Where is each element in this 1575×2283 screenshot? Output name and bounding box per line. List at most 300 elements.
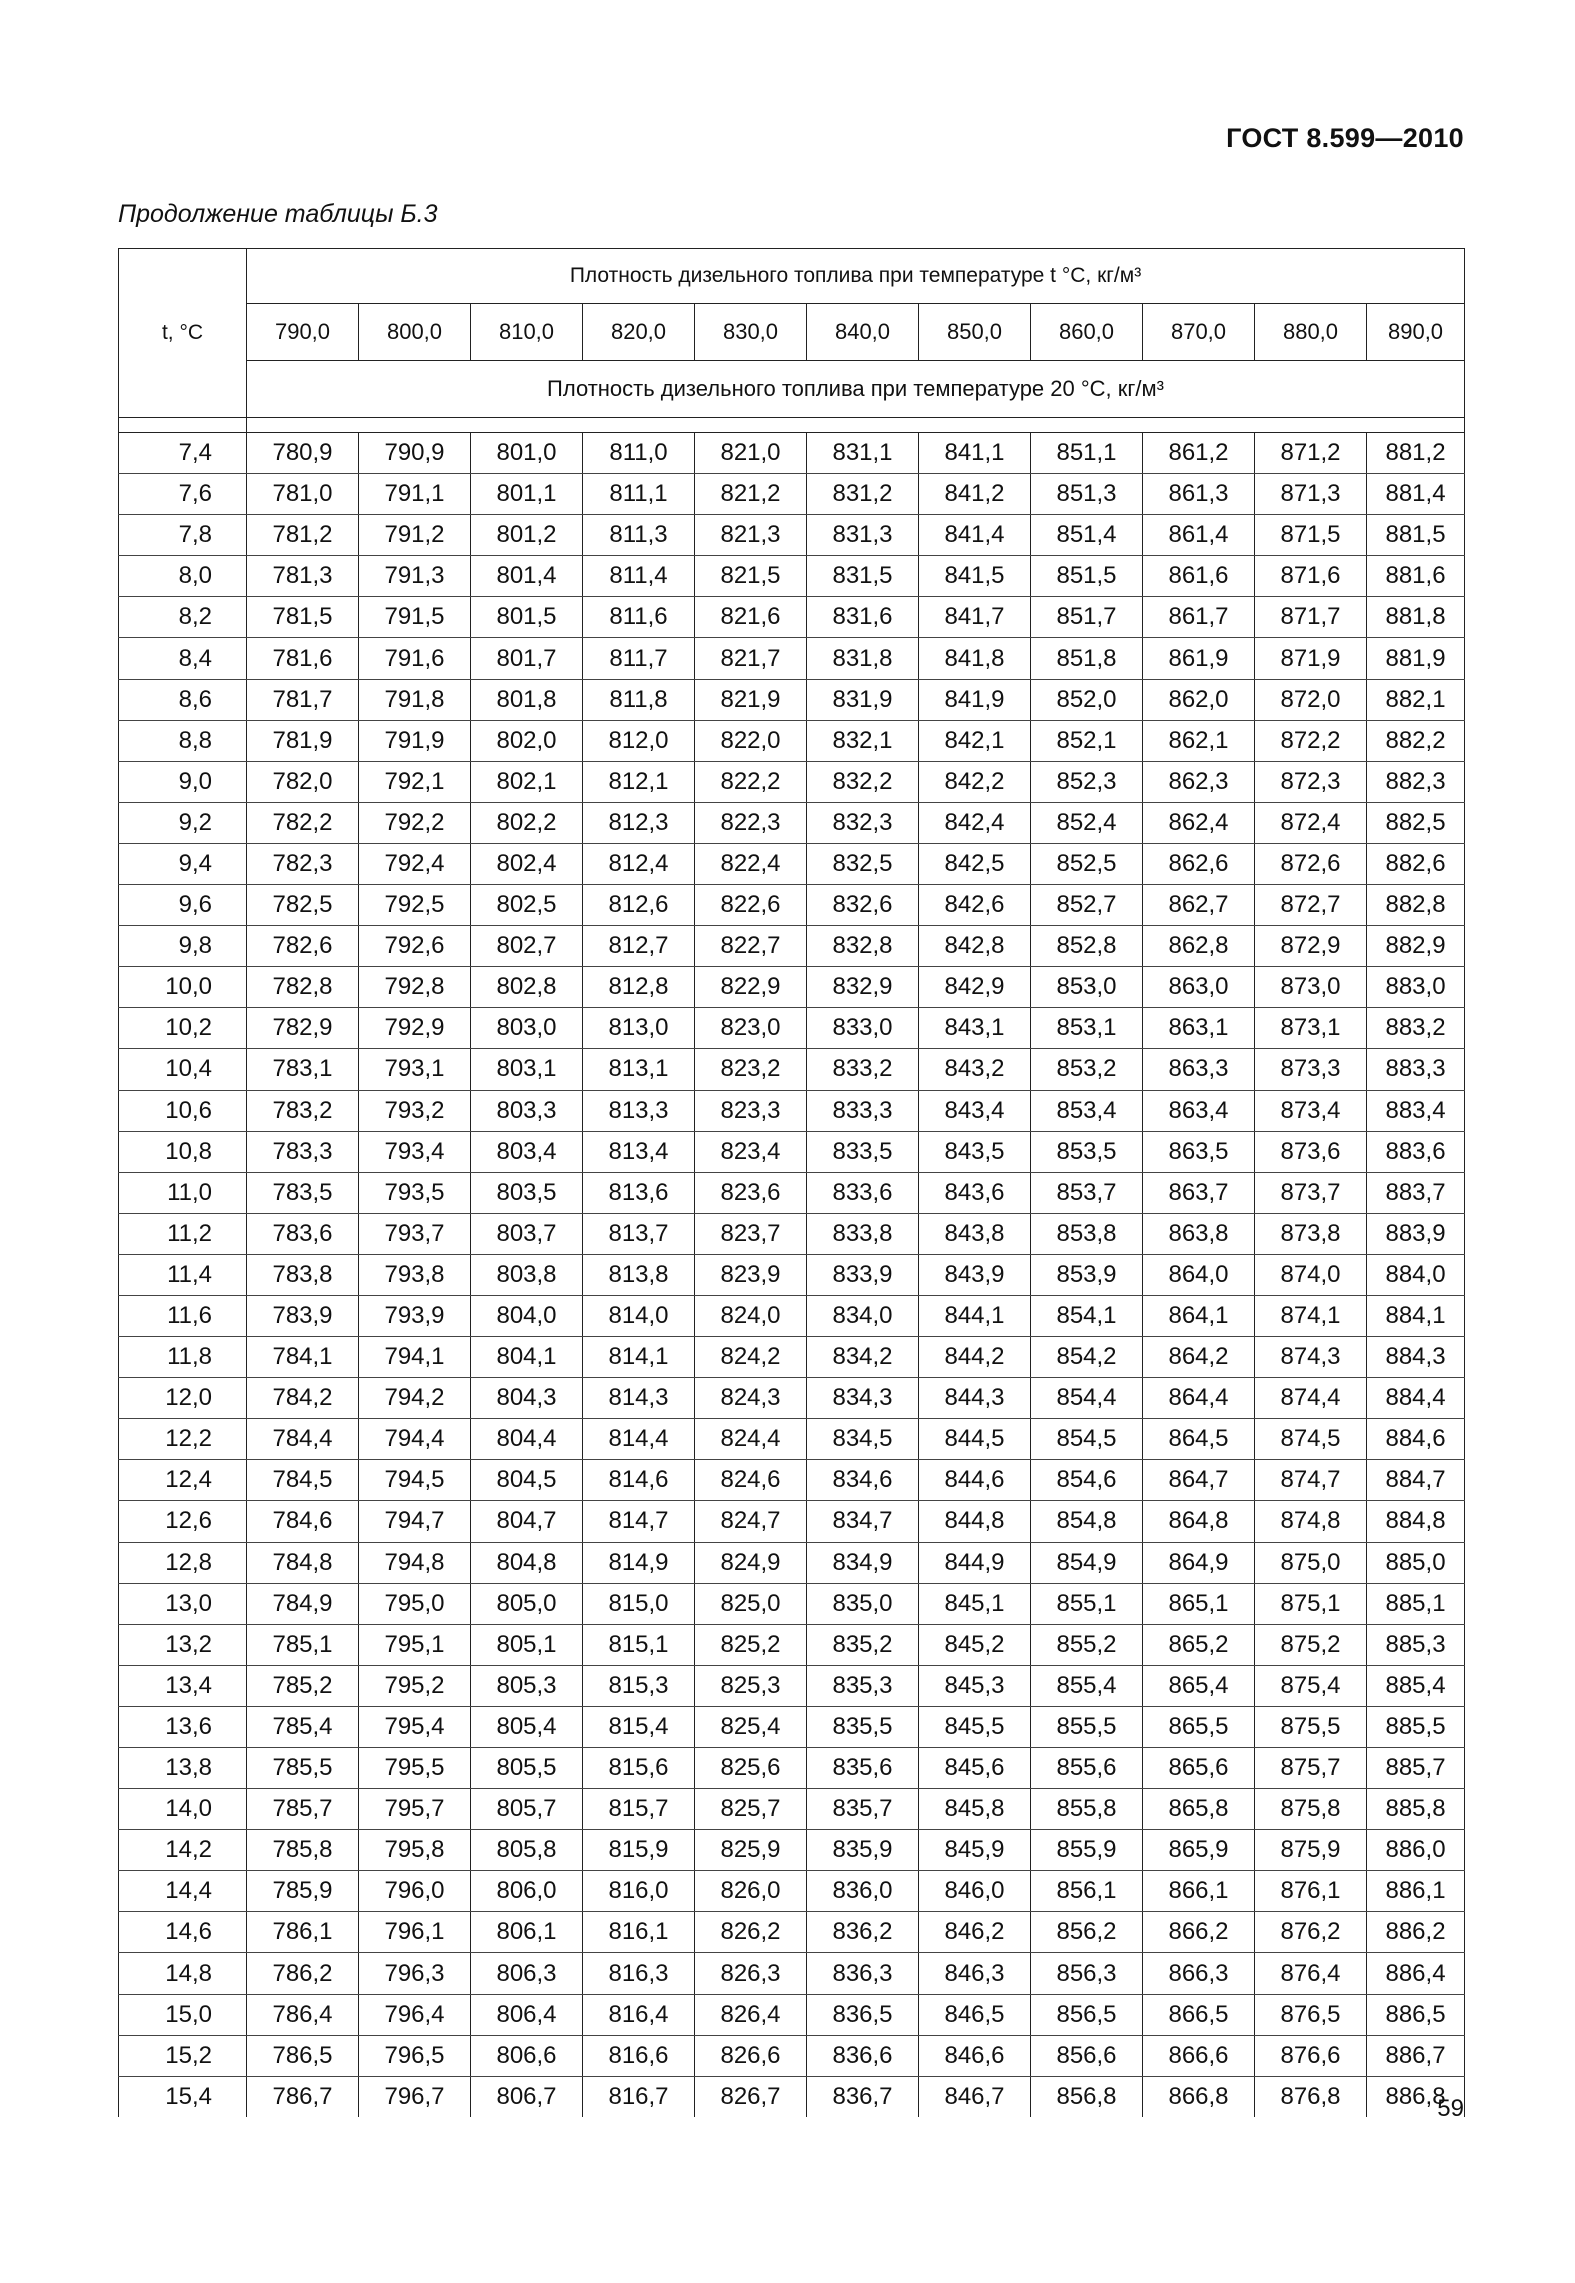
- density-header-cell: 800,0: [359, 304, 471, 361]
- table-row: [119, 2076, 1465, 2117]
- temperature-cell: 9,2: [119, 802, 247, 843]
- density-value-cell: 854,2: [1031, 1337, 1143, 1378]
- density-value-cell: 853,5: [1031, 1131, 1143, 1172]
- density-value-cell: 786,4: [247, 1994, 359, 2035]
- density-value-cell: 886,4: [1367, 1953, 1465, 1994]
- density-value-cell: 793,1: [359, 1049, 471, 1090]
- temperature-column-header: t, °C: [119, 249, 247, 418]
- density-header-cell: 820,0: [583, 304, 695, 361]
- table-row: [119, 720, 1465, 761]
- density-value-cell: 843,9: [919, 1254, 1031, 1295]
- density-value-cell: 791,5: [359, 597, 471, 638]
- density-value-cell: 866,8: [1143, 2076, 1255, 2117]
- density-value-cell: 823,3: [695, 1090, 807, 1131]
- density-value-cell: 801,7: [471, 638, 583, 679]
- density-value-cell: 842,4: [919, 802, 1031, 843]
- density-value-cell: 844,6: [919, 1460, 1031, 1501]
- density-value-cell: 786,5: [247, 2035, 359, 2076]
- density-value-cell: 826,7: [695, 2076, 807, 2117]
- density-value-cell: 826,4: [695, 1994, 807, 2035]
- density-value-cell: 871,3: [1255, 474, 1367, 515]
- density-value-cell: 831,8: [807, 638, 919, 679]
- density-value-cell: 876,5: [1255, 1994, 1367, 2035]
- table-row: [119, 761, 1465, 802]
- density-value-cell: 784,4: [247, 1419, 359, 1460]
- density-value-cell: 863,3: [1143, 1049, 1255, 1090]
- density-value-cell: 875,4: [1255, 1665, 1367, 1706]
- density-value-cell: 814,4: [583, 1419, 695, 1460]
- density-value-cell: 790,9: [359, 433, 471, 474]
- density-value-cell: 855,2: [1031, 1624, 1143, 1665]
- density-value-cell: 802,1: [471, 761, 583, 802]
- density-value-cell: 821,7: [695, 638, 807, 679]
- density-value-cell: 841,2: [919, 474, 1031, 515]
- density-value-cell: 805,4: [471, 1706, 583, 1747]
- density-value-cell: 811,3: [583, 515, 695, 556]
- density-value-cell: 836,6: [807, 2035, 919, 2076]
- table-row: [119, 1583, 1465, 1624]
- density-value-cell: 831,1: [807, 433, 919, 474]
- density-value-cell: 814,9: [583, 1542, 695, 1583]
- density-value-cell: 844,9: [919, 1542, 1031, 1583]
- density-value-cell: 856,6: [1031, 2035, 1143, 2076]
- density-value-cell: 831,5: [807, 556, 919, 597]
- density-value-cell: 811,7: [583, 638, 695, 679]
- density-value-cell: 853,9: [1031, 1254, 1143, 1295]
- density-value-cell: 875,7: [1255, 1748, 1367, 1789]
- density-value-cell: 884,1: [1367, 1295, 1465, 1336]
- density-value-cell: 863,7: [1143, 1172, 1255, 1213]
- density-value-cell: 843,5: [919, 1131, 1031, 1172]
- density-value-cell: 824,7: [695, 1501, 807, 1542]
- density-value-cell: 862,4: [1143, 802, 1255, 843]
- density-header-cell: 850,0: [919, 304, 1031, 361]
- density-value-cell: 874,1: [1255, 1295, 1367, 1336]
- density-value-cell: 794,4: [359, 1419, 471, 1460]
- density-value-cell: 862,3: [1143, 761, 1255, 802]
- density-value-cell: 873,1: [1255, 1008, 1367, 1049]
- density-value-cell: 786,1: [247, 1912, 359, 1953]
- density-value-cell: 791,2: [359, 515, 471, 556]
- density-value-cell: 835,5: [807, 1706, 919, 1747]
- density-value-cell: 812,7: [583, 926, 695, 967]
- density-value-cell: 834,7: [807, 1501, 919, 1542]
- table-row: [119, 885, 1465, 926]
- density-value-cell: 885,1: [1367, 1583, 1465, 1624]
- density-value-cell: 791,8: [359, 679, 471, 720]
- density-value-cell: 786,2: [247, 1953, 359, 1994]
- density-value-cell: 842,5: [919, 843, 1031, 884]
- density-value-cell: 884,4: [1367, 1378, 1465, 1419]
- density-value-cell: 834,5: [807, 1419, 919, 1460]
- density-value-cell: 815,0: [583, 1583, 695, 1624]
- density-value-cell: 851,1: [1031, 433, 1143, 474]
- density-value-cell: 816,7: [583, 2076, 695, 2117]
- density-value-cell: 851,4: [1031, 515, 1143, 556]
- density-value-cell: 780,9: [247, 433, 359, 474]
- temperature-cell: 14,8: [119, 1953, 247, 1994]
- density-value-cell: 882,1: [1367, 679, 1465, 720]
- density-value-cell: 825,6: [695, 1748, 807, 1789]
- density-value-cell: 785,9: [247, 1871, 359, 1912]
- density-value-cell: 851,5: [1031, 556, 1143, 597]
- density-value-cell: 872,0: [1255, 679, 1367, 720]
- density-value-cell: 885,0: [1367, 1542, 1465, 1583]
- density-value-cell: 854,4: [1031, 1378, 1143, 1419]
- density-value-cell: 886,7: [1367, 2035, 1465, 2076]
- density-value-cell: 836,3: [807, 1953, 919, 1994]
- density-value-cell: 853,7: [1031, 1172, 1143, 1213]
- density-value-cell: 812,0: [583, 720, 695, 761]
- header-density-at-t: Плотность дизельного топлива при температуре t °C, кг/м³: [247, 249, 1465, 304]
- density-value-cell: 844,3: [919, 1378, 1031, 1419]
- density-value-cell: 845,6: [919, 1748, 1031, 1789]
- density-value-cell: 881,4: [1367, 474, 1465, 515]
- density-value-cell: 815,7: [583, 1789, 695, 1830]
- density-value-cell: 855,5: [1031, 1706, 1143, 1747]
- page-number: 59: [1437, 2095, 1464, 2122]
- density-value-cell: 876,2: [1255, 1912, 1367, 1953]
- temperature-cell: 14,2: [119, 1830, 247, 1871]
- density-value-cell: 882,6: [1367, 843, 1465, 884]
- density-value-cell: 824,6: [695, 1460, 807, 1501]
- density-value-cell: 874,4: [1255, 1378, 1367, 1419]
- temperature-cell: 14,4: [119, 1871, 247, 1912]
- density-value-cell: 796,3: [359, 1953, 471, 1994]
- density-value-cell: 796,7: [359, 2076, 471, 2117]
- density-value-cell: 795,0: [359, 1583, 471, 1624]
- density-value-cell: 882,2: [1367, 720, 1465, 761]
- density-value-cell: 823,9: [695, 1254, 807, 1295]
- density-value-cell: 886,2: [1367, 1912, 1465, 1953]
- density-value-cell: 795,5: [359, 1748, 471, 1789]
- density-value-cell: 831,6: [807, 597, 919, 638]
- table-row: [119, 1419, 1465, 1460]
- density-value-cell: 866,5: [1143, 1994, 1255, 2035]
- density-value-cell: 782,2: [247, 802, 359, 843]
- density-value-cell: 812,4: [583, 843, 695, 884]
- density-value-cell: 854,6: [1031, 1460, 1143, 1501]
- density-value-cell: 832,2: [807, 761, 919, 802]
- table-row: [119, 556, 1465, 597]
- density-header-cell: 840,0: [807, 304, 919, 361]
- temperature-cell: 13,2: [119, 1624, 247, 1665]
- density-value-cell: 875,2: [1255, 1624, 1367, 1665]
- density-value-cell: 863,1: [1143, 1008, 1255, 1049]
- temperature-cell: 10,0: [119, 967, 247, 1008]
- density-value-cell: 814,6: [583, 1460, 695, 1501]
- density-value-cell: 866,3: [1143, 1953, 1255, 1994]
- density-value-cell: 851,7: [1031, 597, 1143, 638]
- density-value-cell: 785,8: [247, 1830, 359, 1871]
- density-value-cell: 871,7: [1255, 597, 1367, 638]
- temperature-cell: 12,4: [119, 1460, 247, 1501]
- density-header-cell: 890,0: [1367, 304, 1465, 361]
- density-value-cell: 865,6: [1143, 1748, 1255, 1789]
- density-value-cell: 805,1: [471, 1624, 583, 1665]
- density-value-cell: 831,9: [807, 679, 919, 720]
- density-value-cell: 803,3: [471, 1090, 583, 1131]
- density-value-cell: 783,3: [247, 1131, 359, 1172]
- density-value-cell: 851,8: [1031, 638, 1143, 679]
- density-value-cell: 826,2: [695, 1912, 807, 1953]
- density-value-cell: 784,2: [247, 1378, 359, 1419]
- header-density-at-20: Плотность дизельного топлива при температуре 20 °C, кг/м³: [247, 361, 1465, 418]
- density-value-cell: 825,7: [695, 1789, 807, 1830]
- density-value-cell: 864,5: [1143, 1419, 1255, 1460]
- density-value-cell: 852,8: [1031, 926, 1143, 967]
- density-value-cell: 791,6: [359, 638, 471, 679]
- density-value-cell: 782,3: [247, 843, 359, 884]
- density-value-cell: 843,2: [919, 1049, 1031, 1090]
- density-value-cell: 784,9: [247, 1583, 359, 1624]
- density-value-cell: 794,7: [359, 1501, 471, 1542]
- density-value-cell: 793,4: [359, 1131, 471, 1172]
- table-continuation-caption: Продолжение таблицы Б.3: [118, 200, 438, 228]
- density-value-cell: 802,0: [471, 720, 583, 761]
- density-value-cell: 853,1: [1031, 1008, 1143, 1049]
- temperature-cell: 8,8: [119, 720, 247, 761]
- density-table: [118, 248, 1465, 2117]
- temperature-cell: 7,4: [119, 433, 247, 474]
- density-value-cell: 876,8: [1255, 2076, 1367, 2117]
- density-value-cell: 863,0: [1143, 967, 1255, 1008]
- table-row: [119, 1624, 1465, 1665]
- density-value-cell: 833,9: [807, 1254, 919, 1295]
- density-value-cell: 863,5: [1143, 1131, 1255, 1172]
- density-value-cell: 883,4: [1367, 1090, 1465, 1131]
- density-value-cell: 821,0: [695, 433, 807, 474]
- density-value-cell: 834,9: [807, 1542, 919, 1583]
- density-value-cell: 864,4: [1143, 1378, 1255, 1419]
- density-value-cell: 781,9: [247, 720, 359, 761]
- density-value-cell: 864,0: [1143, 1254, 1255, 1295]
- density-value-cell: 852,7: [1031, 885, 1143, 926]
- density-value-cell: 882,9: [1367, 926, 1465, 967]
- density-value-cell: 804,1: [471, 1337, 583, 1378]
- density-value-cell: 835,6: [807, 1748, 919, 1789]
- density-value-cell: 843,1: [919, 1008, 1031, 1049]
- density-value-cell: 872,9: [1255, 926, 1367, 967]
- temperature-cell: 8,2: [119, 597, 247, 638]
- density-value-cell: 782,6: [247, 926, 359, 967]
- density-value-cell: 845,2: [919, 1624, 1031, 1665]
- density-value-cell: 835,0: [807, 1583, 919, 1624]
- density-value-cell: 832,8: [807, 926, 919, 967]
- density-value-cell: 886,8: [1367, 2076, 1465, 2117]
- density-value-cell: 792,1: [359, 761, 471, 802]
- density-value-cell: 861,2: [1143, 433, 1255, 474]
- density-value-cell: 864,7: [1143, 1460, 1255, 1501]
- density-value-cell: 846,0: [919, 1871, 1031, 1912]
- density-value-cell: 846,6: [919, 2035, 1031, 2076]
- table-row: [119, 1131, 1465, 1172]
- density-value-cell: 852,0: [1031, 679, 1143, 720]
- density-value-cell: 844,1: [919, 1295, 1031, 1336]
- density-value-cell: 875,9: [1255, 1830, 1367, 1871]
- density-value-cell: 865,2: [1143, 1624, 1255, 1665]
- density-value-cell: 842,9: [919, 967, 1031, 1008]
- density-value-cell: 886,1: [1367, 1871, 1465, 1912]
- temperature-cell: 9,8: [119, 926, 247, 967]
- temperature-cell: 9,6: [119, 885, 247, 926]
- density-value-cell: 832,1: [807, 720, 919, 761]
- table-row: [119, 1542, 1465, 1583]
- density-value-cell: 822,2: [695, 761, 807, 802]
- density-value-cell: 801,4: [471, 556, 583, 597]
- density-value-cell: 856,8: [1031, 2076, 1143, 2117]
- density-value-cell: 875,5: [1255, 1706, 1367, 1747]
- density-value-cell: 865,5: [1143, 1706, 1255, 1747]
- density-value-cell: 861,3: [1143, 474, 1255, 515]
- density-value-cell: 865,8: [1143, 1789, 1255, 1830]
- density-value-cell: 862,1: [1143, 720, 1255, 761]
- density-value-cell: 885,3: [1367, 1624, 1465, 1665]
- density-value-cell: 804,0: [471, 1295, 583, 1336]
- density-value-cell: 795,8: [359, 1830, 471, 1871]
- density-value-cell: 836,2: [807, 1912, 919, 1953]
- density-value-cell: 811,0: [583, 433, 695, 474]
- density-value-cell: 804,8: [471, 1542, 583, 1583]
- density-value-cell: 863,8: [1143, 1213, 1255, 1254]
- density-value-cell: 842,2: [919, 761, 1031, 802]
- density-value-cell: 846,3: [919, 1953, 1031, 1994]
- density-value-cell: 856,3: [1031, 1953, 1143, 1994]
- density-value-cell: 794,2: [359, 1378, 471, 1419]
- temperature-cell: 10,8: [119, 1131, 247, 1172]
- density-value-cell: 783,2: [247, 1090, 359, 1131]
- density-value-cell: 785,7: [247, 1789, 359, 1830]
- density-value-cell: 835,2: [807, 1624, 919, 1665]
- density-value-cell: 801,0: [471, 433, 583, 474]
- temperature-cell: 12,6: [119, 1501, 247, 1542]
- table-row: [119, 1912, 1465, 1953]
- temperature-cell: 13,4: [119, 1665, 247, 1706]
- density-value-cell: 841,9: [919, 679, 1031, 720]
- density-value-cell: 785,1: [247, 1624, 359, 1665]
- density-value-cell: 786,7: [247, 2076, 359, 2117]
- density-value-cell: 812,1: [583, 761, 695, 802]
- density-value-cell: 796,5: [359, 2035, 471, 2076]
- density-value-cell: 781,0: [247, 474, 359, 515]
- density-value-cell: 875,0: [1255, 1542, 1367, 1583]
- density-value-cell: 854,9: [1031, 1542, 1143, 1583]
- density-value-cell: 836,0: [807, 1871, 919, 1912]
- density-value-cell: 871,2: [1255, 433, 1367, 474]
- density-value-cell: 782,5: [247, 885, 359, 926]
- density-value-cell: 802,5: [471, 885, 583, 926]
- density-value-cell: 824,2: [695, 1337, 807, 1378]
- density-value-cell: 866,6: [1143, 2035, 1255, 2076]
- density-value-cell: 872,2: [1255, 720, 1367, 761]
- density-value-cell: 794,1: [359, 1337, 471, 1378]
- density-value-cell: 825,9: [695, 1830, 807, 1871]
- temperature-cell: 9,4: [119, 843, 247, 884]
- density-value-cell: 811,1: [583, 474, 695, 515]
- table-row: [119, 1748, 1465, 1789]
- density-value-cell: 795,1: [359, 1624, 471, 1665]
- density-value-cell: 812,6: [583, 885, 695, 926]
- temperature-cell: 15,4: [119, 2076, 247, 2117]
- density-value-cell: 805,5: [471, 1748, 583, 1789]
- density-value-cell: 833,5: [807, 1131, 919, 1172]
- density-value-cell: 816,6: [583, 2035, 695, 2076]
- density-value-cell: 795,7: [359, 1789, 471, 1830]
- density-value-cell: 864,9: [1143, 1542, 1255, 1583]
- density-value-cell: 816,0: [583, 1871, 695, 1912]
- density-value-cell: 793,8: [359, 1254, 471, 1295]
- density-value-cell: 834,0: [807, 1295, 919, 1336]
- density-value-cell: 806,3: [471, 1953, 583, 1994]
- density-value-cell: 855,8: [1031, 1789, 1143, 1830]
- table-row: [119, 1789, 1465, 1830]
- density-value-cell: 815,6: [583, 1748, 695, 1789]
- density-value-cell: 823,7: [695, 1213, 807, 1254]
- table-row: [119, 1049, 1465, 1090]
- density-value-cell: 826,3: [695, 1953, 807, 1994]
- density-value-cell: 842,6: [919, 885, 1031, 926]
- density-value-cell: 883,0: [1367, 967, 1465, 1008]
- density-value-cell: 824,4: [695, 1419, 807, 1460]
- temperature-cell: 11,6: [119, 1295, 247, 1336]
- density-header-cell: 810,0: [471, 304, 583, 361]
- density-value-cell: 815,3: [583, 1665, 695, 1706]
- density-value-cell: 855,6: [1031, 1748, 1143, 1789]
- density-value-cell: 805,3: [471, 1665, 583, 1706]
- density-value-cell: 812,3: [583, 802, 695, 843]
- density-value-cell: 874,5: [1255, 1419, 1367, 1460]
- temperature-cell: 10,2: [119, 1008, 247, 1049]
- density-value-cell: 864,1: [1143, 1295, 1255, 1336]
- density-value-cell: 856,1: [1031, 1871, 1143, 1912]
- density-value-cell: 853,4: [1031, 1090, 1143, 1131]
- density-value-cell: 833,8: [807, 1213, 919, 1254]
- density-value-cell: 791,3: [359, 556, 471, 597]
- density-value-cell: 792,6: [359, 926, 471, 967]
- temperature-cell: 13,0: [119, 1583, 247, 1624]
- density-value-cell: 872,6: [1255, 843, 1367, 884]
- density-value-cell: 843,6: [919, 1172, 1031, 1213]
- density-value-cell: 813,6: [583, 1172, 695, 1213]
- temperature-cell: 8,6: [119, 679, 247, 720]
- density-value-cell: 865,1: [1143, 1583, 1255, 1624]
- density-value-cell: 783,9: [247, 1295, 359, 1336]
- density-value-cell: 822,6: [695, 885, 807, 926]
- density-value-cell: 834,6: [807, 1460, 919, 1501]
- density-value-cell: 835,9: [807, 1830, 919, 1871]
- density-value-cell: 833,3: [807, 1090, 919, 1131]
- density-value-cell: 822,7: [695, 926, 807, 967]
- density-value-cell: 853,0: [1031, 967, 1143, 1008]
- density-value-cell: 841,1: [919, 433, 1031, 474]
- table-row: [119, 1337, 1465, 1378]
- density-value-cell: 811,4: [583, 556, 695, 597]
- table-row: [119, 1830, 1465, 1871]
- density-value-cell: 833,0: [807, 1008, 919, 1049]
- density-value-cell: 872,7: [1255, 885, 1367, 926]
- density-value-cell: 841,8: [919, 638, 1031, 679]
- density-value-cell: 795,2: [359, 1665, 471, 1706]
- temperature-cell: 14,0: [119, 1789, 247, 1830]
- density-value-cell: 792,5: [359, 885, 471, 926]
- density-value-cell: 782,0: [247, 761, 359, 802]
- density-value-cell: 884,6: [1367, 1419, 1465, 1460]
- temperature-cell: 15,0: [119, 1994, 247, 2035]
- density-value-cell: 826,6: [695, 2035, 807, 2076]
- density-value-cell: 854,5: [1031, 1419, 1143, 1460]
- density-value-cell: 882,8: [1367, 885, 1465, 926]
- temperature-cell: 9,0: [119, 761, 247, 802]
